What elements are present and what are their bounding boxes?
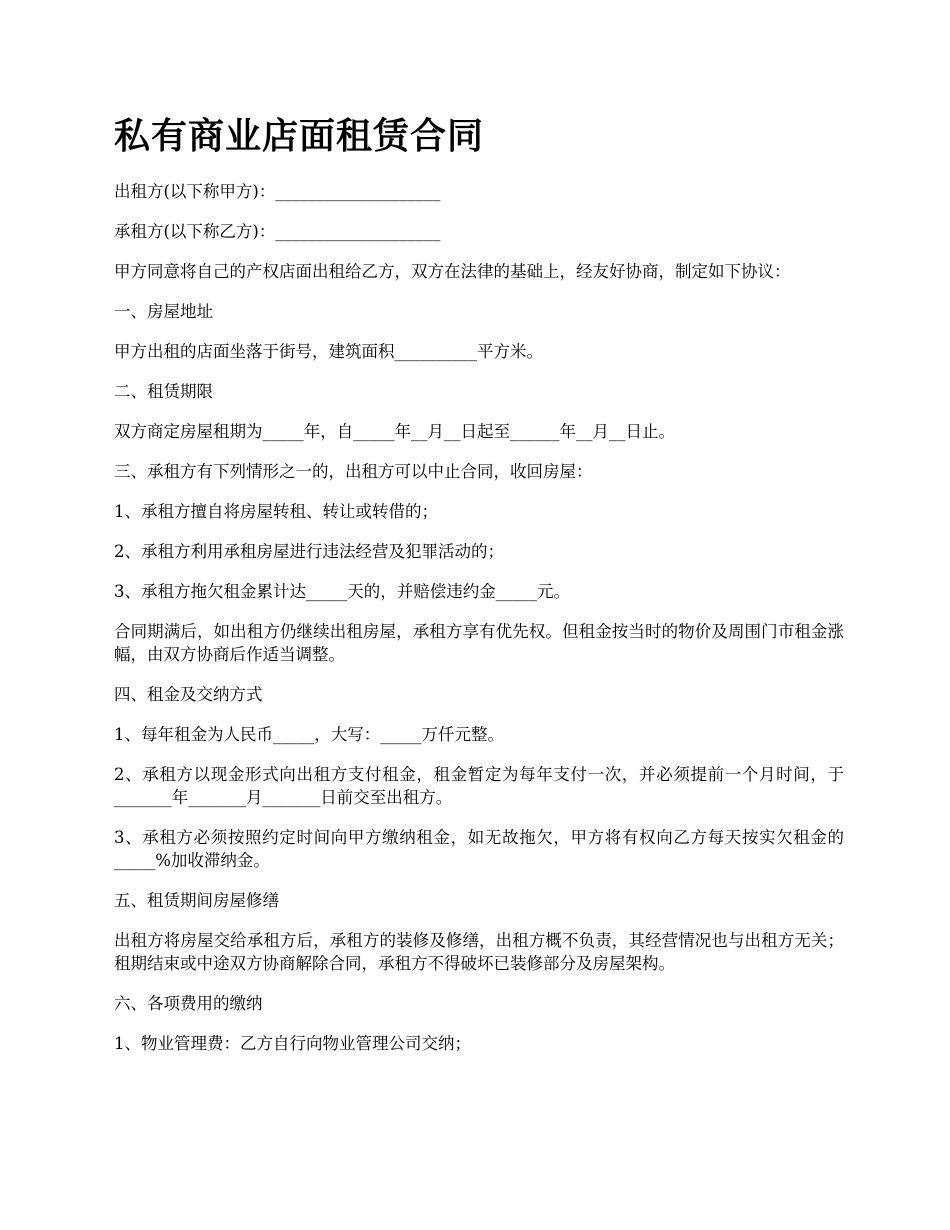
section-heading-fees: 六、各项费用的缴纳: [114, 994, 263, 1013]
document-title: 私有商业店面租赁合同: [114, 115, 485, 157]
address-paragraph: 甲方出租的店面坐落于街号，建筑面积__________平方米。: [114, 342, 543, 361]
repairs-paragraph: 出租方将房屋交给承租方后，承租方的装修及修缮，出租方概不负责，其经营情况也与出租方无关；租期结束或中途双方协商解除合同，承租方不得破坏已装修部分及房屋架构。: [114, 931, 844, 973]
intro-paragraph: 甲方同意将自己的产权店面出租给乙方，双方在法律的基础上，经友好协商，制定如下协议：: [114, 262, 791, 281]
termination-item-2: 2、承租方利用承租房屋进行违法经营及犯罪活动的；: [114, 542, 504, 561]
rent-item-3: 3、承租方必须按照约定时间向甲方缴纳租金，如无故拖欠，甲方将有权向乙方每天按实欠租金的_____%加收滞纳金。: [114, 828, 844, 870]
termination-item-1: 1、承租方擅自将房屋转租、转让或转借的；: [114, 502, 438, 521]
rent-item-1: 1、每年租金为人民币_____，大写：_____万仟元整。: [114, 725, 504, 744]
section-heading-rent: 四、租金及交纳方式: [114, 685, 263, 704]
termination-item-3: 3、承租方拖欠租金累计达_____天的，并赔偿违约金_____元。: [114, 582, 570, 601]
fees-item-1: 1、物业管理费：乙方自行向物业管理公司交纳；: [114, 1034, 471, 1053]
renewal-paragraph: 合同期满后，如出租方仍继续出租房屋，承租方享有优先权。但租金按当时的物价及周围门市租金涨幅，由双方协商后作适当调整。: [114, 622, 844, 664]
section-heading-repairs: 五、租赁期间房屋修缮: [114, 891, 279, 910]
section-heading-address: 一、房屋地址: [114, 302, 213, 321]
section-heading-term: 二、租赁期限: [114, 382, 213, 401]
rent-item-2: 2、承租方以现金形式向出租方支付租金，租金暂定为每年支付一次，并必须提前一个月时间，于_______年_______月_______日前交至出租方。: [114, 765, 844, 807]
term-paragraph: 双方商定房屋租期为_____年，自_____年__月__日起至______年__月__日止。: [114, 422, 675, 441]
section-heading-termination: 三、承租方有下列情形之一的，出租方可以中止合同，收回房屋：: [114, 462, 593, 481]
lessor-line: 出租方(以下称甲方)：____________________: [114, 182, 441, 201]
document-page: [114, 112, 844, 1072]
lessee-line: 承租方(以下称乙方)：____________________: [114, 222, 441, 241]
